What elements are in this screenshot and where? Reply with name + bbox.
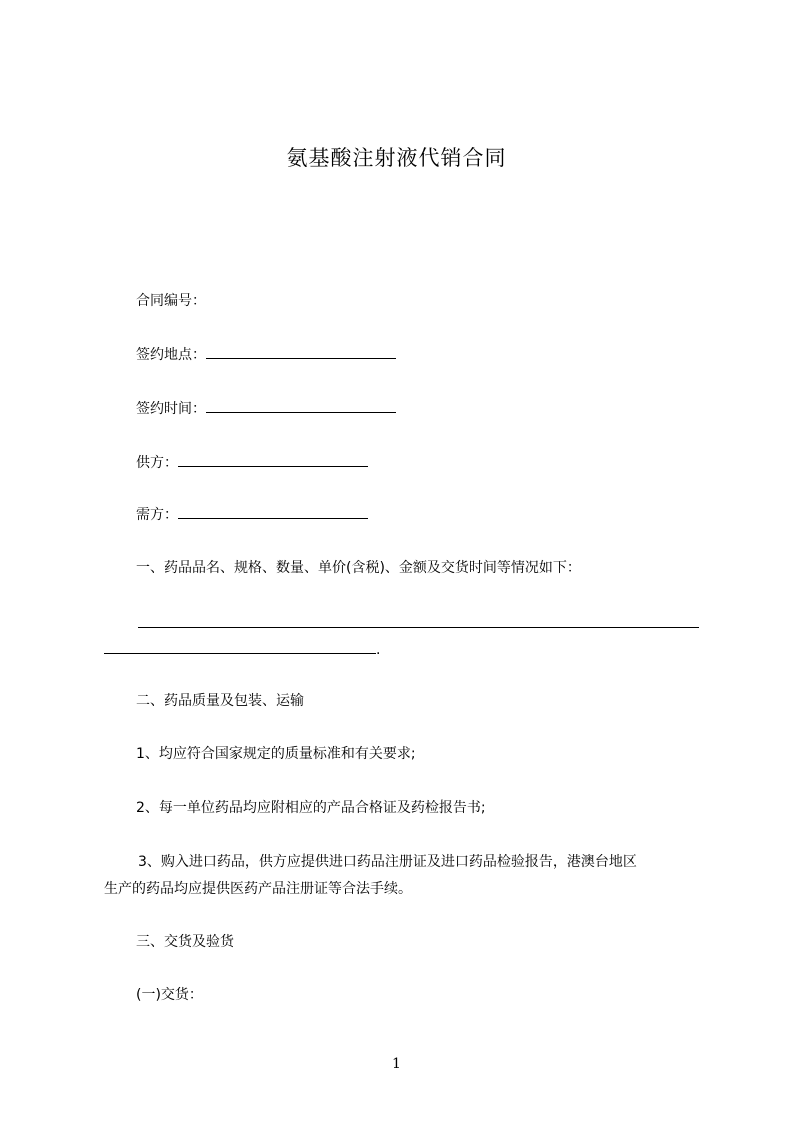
supplier-label: 供方： (136, 455, 178, 471)
sign-time-row (136, 400, 396, 418)
quality-item-1: 1、均应符合国家规定的质量标准和有关要求; (136, 746, 416, 762)
buyer-label: 需方： (136, 507, 178, 523)
sign-place-row (136, 346, 396, 364)
sign-place-blank[interactable] (206, 346, 396, 359)
quality-item-3-line1: 3、购入进口药品，供方应提供进口药品注册证及进口药品检验报告，港澳台地区 (138, 854, 637, 870)
buyer-blank[interactable] (178, 506, 368, 519)
document-title: 氨基酸注射液代销合同 (286, 146, 507, 170)
supplier-row (136, 454, 368, 472)
page-number: 1 (392, 1056, 401, 1072)
fill-in-end-period: . (376, 642, 381, 658)
quality-item-2: 2、每一单位药品均应附相应的产品合格证及药检报告书; (136, 800, 486, 816)
fill-in-line-2[interactable] (104, 653, 376, 654)
section3-heading: 三、交货及验货 (136, 934, 234, 950)
supplier-blank[interactable] (178, 454, 368, 467)
buyer-row (136, 506, 368, 524)
contract-number-label: 合同编号： (136, 293, 206, 309)
subsection-delivery: (一)交货： (136, 987, 203, 1003)
section1-heading: 一、药品品名、规格、数量、单价(含税)、金额及交货时间等情况如下： (136, 560, 581, 576)
sign-place-label: 签约地点： (136, 347, 206, 363)
sign-time-blank[interactable] (206, 400, 396, 413)
section2-heading: 二、药品质量及包装、运输 (136, 693, 304, 709)
sign-time-label: 签约时间： (136, 401, 206, 417)
fill-in-line-1[interactable] (138, 627, 699, 628)
quality-item-3-line2: 生产的药品均应提供医药产品注册证等合法手续。 (104, 881, 412, 897)
contract-number-row (136, 292, 206, 310)
